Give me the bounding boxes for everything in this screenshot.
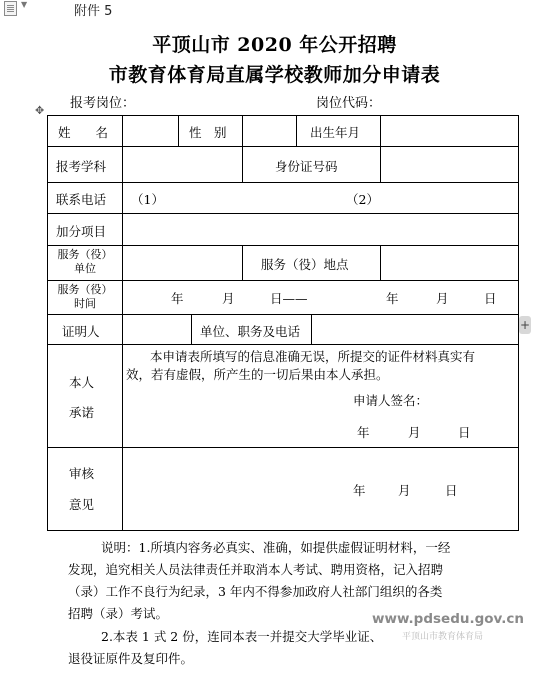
service-unit-label-line1: 服务（役） [57,248,113,261]
promise-text-line1: 本申请表所填写的信息准确无误，所提交的证件材料真实有 [150,349,476,364]
position-code-label: 岗位代码： [316,96,382,111]
witness-unit-label: 单位、职务及电话 [200,324,301,339]
promise-year: 年 [357,425,370,440]
birth-label: 出生年月 [310,125,361,140]
signature-label: 申请人签名： [353,393,429,408]
note-line-2: 发现，追究相关人员法律责任并取消本人考试、聘用资格，记入招聘 [68,562,444,577]
bonus-item-label: 加分项目 [56,224,107,239]
service-unit-label-line2: 单位 [74,262,96,275]
time-month-1: 月 [222,291,235,306]
watermark-subtitle: 平顶山市教育体育局 [402,632,484,642]
note-line-3: （录）工作不良行为纪录，3 年内不得参加政府人社部门组织的各类 [68,584,443,599]
apply-position-label: 报考岗位： [70,96,136,111]
note-line-4: 招聘（录）考试。 [68,606,169,621]
witness-label: 证明人 [62,324,100,339]
phone-label: 联系电话 [56,192,107,207]
time-day-1: 日—— [270,291,308,306]
id-number-label: 身份证号码 [275,159,338,174]
service-unit-label [48,248,122,276]
promise-month: 月 [408,425,421,440]
time-year-2: 年 [386,291,399,306]
promise-day: 日 [458,425,471,440]
name-label: 姓 名 [58,125,109,140]
service-time-label [48,283,122,311]
time-year-1: 年 [171,291,184,306]
note-line-5: 2.本表 1 式 2 份，连同本表一并提交大学毕业证、 [101,629,383,644]
phone-1-label: （1） [131,192,164,207]
review-day: 日 [445,483,458,498]
note-line-6: 退役证原件及复印件。 [68,651,194,666]
watermark-url: www.pdsedu.gov.cn [372,611,524,627]
time-month-2: 月 [436,291,449,306]
phone-2-label: （2） [346,192,379,207]
review-label-line2: 意见 [69,497,95,512]
title-line-1: 平顶山市 2020 年公开招聘 [152,34,397,56]
gender-label: 性 别 [189,125,227,140]
attachment-label: 附件 5 [74,4,113,19]
promise-text-line2: 效，若有虚假，所产生的一切后果由本人承担。 [126,367,389,382]
review-label-line1: 审核 [69,466,95,481]
promise-label-line2: 承诺 [69,405,95,420]
move-handle-icon[interactable]: ✥ [35,104,45,117]
time-day-2: 日 [484,291,497,306]
service-time-label-line2: 时间 [74,297,96,310]
review-year: 年 [353,483,366,498]
caret-down-icon[interactable]: ▼ [21,0,28,9]
note-line-1: 说明：1.所填内容务必真实、准确，如提供虚假证明材料，一经 [101,540,451,555]
review-month: 月 [398,483,411,498]
title-line-2: 市教育体育局直属学校教师加分申请表 [108,64,441,86]
service-time-label-line1: 服务（役） [57,283,113,296]
major-label: 报考学科 [56,159,107,174]
service-place-label: 服务（役）地点 [261,257,349,272]
plus-icon[interactable]: + [519,318,531,332]
promise-label-line1: 本人 [69,375,95,390]
